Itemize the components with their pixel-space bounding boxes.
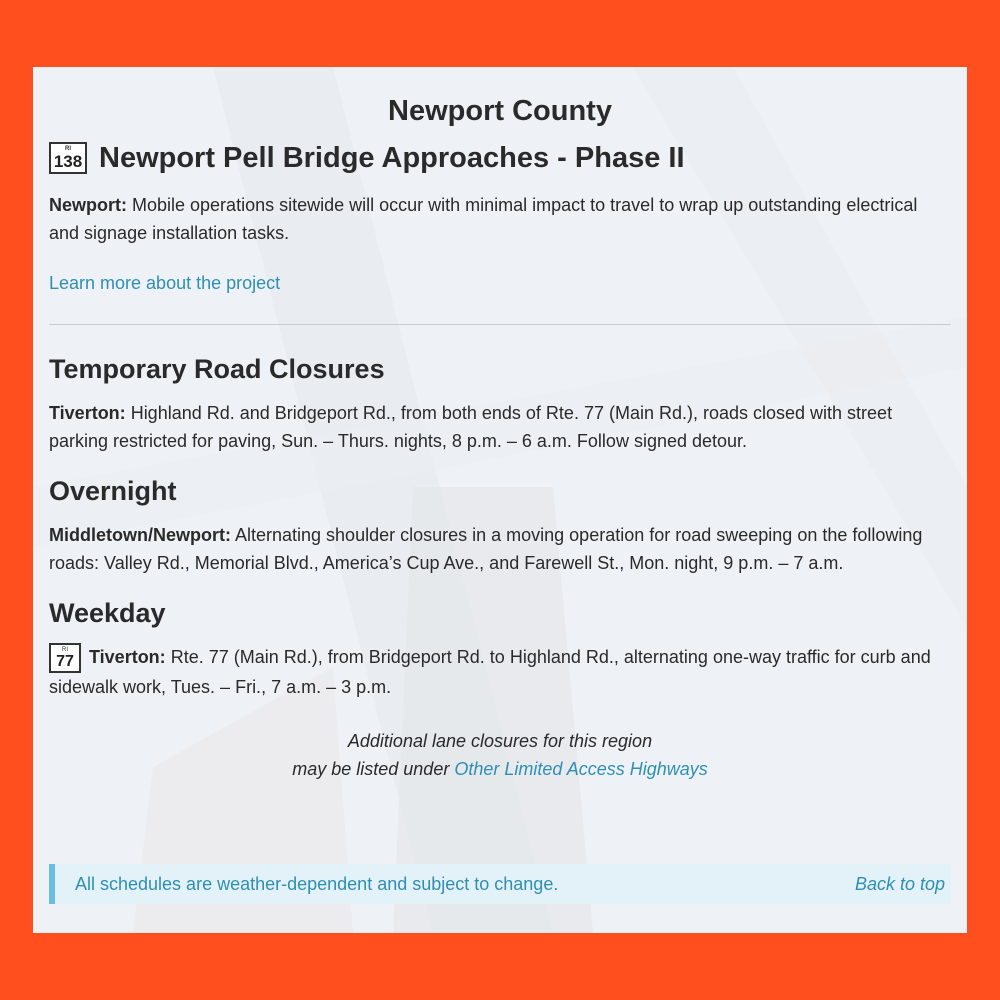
project-intro (49, 191, 951, 247)
schedule-notice-bar (49, 864, 951, 904)
other-highways-link[interactable]: Other Limited Access Highways (454, 759, 708, 780)
route-number: 138 (53, 152, 83, 171)
temporary-closures-text: Tiverton: Highland Rd. and Bridgeport Rd., from both ends of Rte. 77 (Main Rd.), roads closed with street parking restricted for paving, Sun. – Thurs. nights, 8 p.m. – 6 a.m. Follow signed detour. (49, 403, 893, 451)
overnight-text: Middletown/Newport: Alternating shoulder closures in a moving operation for road sweeping on the following roads: Valley Rd., Memorial Blvd., America’s Cup Ave., and Farewell St., Mon. night, 9 p.m. – 7 a.m. (49, 525, 923, 573)
content-panel (33, 67, 967, 933)
main-content (33, 67, 967, 783)
temporary-place: Tiverton: (49, 403, 126, 423)
schedule-notice: All schedules are weather-dependent and subject to change. (75, 873, 559, 894)
weekday-heading: Weekday (49, 598, 166, 628)
weekday-place: Tiverton: (89, 647, 166, 667)
overnight-place: Middletown/Newport: (49, 525, 231, 545)
overnight-heading: Overnight (49, 476, 177, 506)
temporary-closures-heading: Temporary Road Closures (49, 354, 385, 384)
learn-more-link[interactable]: Learn more about the project (49, 273, 281, 293)
project-title: Newport Pell Bridge Approaches - Phase II (99, 141, 685, 174)
intro-place: Newport: (49, 195, 127, 215)
route-number: 77 (56, 652, 74, 670)
county-title: Newport County (388, 95, 612, 127)
route-shield-icon: RI 77 (49, 643, 81, 673)
section-divider (49, 324, 951, 325)
additional-closures-note: Additional lane closures for this region may be listed under Other Limited Access Highways (292, 731, 708, 780)
project-title-row (49, 139, 951, 177)
back-to-top-link[interactable]: Back to top (854, 873, 945, 894)
intro-text: Mobile operations sitewide will occur with minimal impact to travel to wrap up outstanding electrical and signage installation tasks. (49, 195, 918, 243)
weekday-text: RI 77 Tiverton: Rte. 77 (Main Rd.), from Bridgeport Rd. to Highland Rd., alternating one-way traffic for curb and sidewalk work, Tues. – Fri., 7 a.m. – 3 p.m. (49, 643, 951, 701)
route-shield-icon: RI 138 (49, 142, 87, 174)
